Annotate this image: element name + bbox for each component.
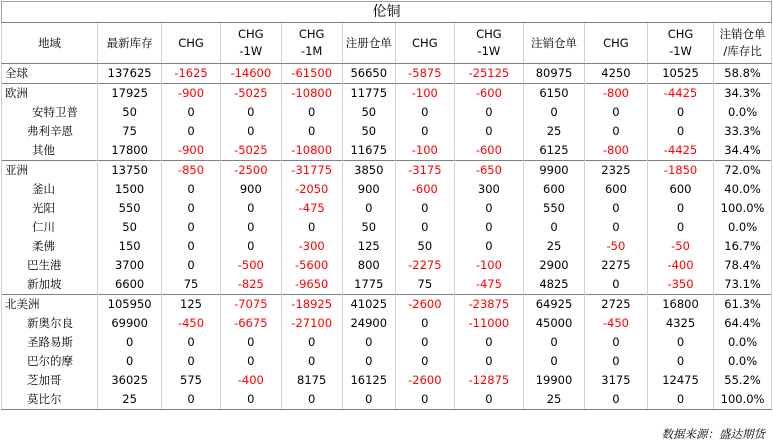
cell-value: -12875 [454,371,523,390]
cell-value: -11000 [454,314,523,333]
cell-value: 0 [220,218,281,237]
cell-value: 6125 [524,141,585,161]
cell-value: 69900 [98,314,162,333]
cell-value: 1775 [342,275,395,295]
cell-value: 11675 [342,141,395,161]
cell-value: 0 [647,122,713,141]
cell-value: 550 [98,199,162,218]
cell-value: 0 [524,352,585,371]
cell-value: 2725 [584,295,647,315]
cell-value: 61.3% [714,295,772,315]
cell-value: -10800 [281,141,342,161]
cell-value: 0 [162,237,221,256]
cell-value: -900 [162,84,221,104]
cell-value: 0 [220,122,281,141]
cell-value: 16.7% [714,237,772,256]
cell-value: 0 [162,180,221,199]
region-name: 巴尔的摩 [2,352,98,371]
cell-value: 137625 [98,64,162,84]
cell-value: 0.0% [714,218,772,237]
cell-value: 0 [281,122,342,141]
cell-value: 0 [584,333,647,352]
cell-value: 0 [220,237,281,256]
region-name: 光阳 [2,199,98,218]
cell-value: 0 [454,122,523,141]
table-row [2,122,772,141]
column-header: CHG -1W [220,23,281,64]
cell-value: 0 [454,352,523,371]
cell-value: 0 [162,122,221,141]
cell-value: -27100 [281,314,342,333]
table-row [2,103,772,122]
cell-value: -900 [162,141,221,161]
cell-value: -1625 [162,64,221,84]
data-source-note: 数据来源：盛达期货 [661,427,765,441]
cell-value: 6150 [524,84,585,104]
lme-copper-inventory-table [1,1,772,410]
region-name: 弗利辛恩 [2,122,98,141]
cell-value: 24900 [342,314,395,333]
column-header: CHG -1W [454,23,523,64]
cell-value: 56650 [342,64,395,84]
cell-value: 13750 [98,161,162,181]
column-header: CHG -1W [647,23,713,64]
cell-value: -1850 [647,161,713,181]
table-title: 伦铜 [2,2,772,23]
cell-value: 125 [342,237,395,256]
region-name: 莫比尔 [2,390,98,410]
cell-value: -31775 [281,161,342,181]
cell-value: -350 [647,275,713,295]
cell-value: 4825 [524,275,585,295]
cell-value: 0 [220,103,281,122]
cell-value: 0 [342,199,395,218]
cell-value: 105950 [98,295,162,315]
cell-value: -800 [584,141,647,161]
table-row [2,390,772,410]
cell-value: 2900 [524,256,585,275]
cell-value: -18925 [281,295,342,315]
cell-value: 16125 [342,371,395,390]
cell-value: 17800 [98,141,162,161]
cell-value: 4250 [584,64,647,84]
cell-value: 0 [524,218,585,237]
cell-value: -23875 [454,295,523,315]
cell-value: 17925 [98,84,162,104]
cell-value: 0 [395,218,454,237]
cell-value: -100 [395,141,454,161]
cell-value: 800 [342,256,395,275]
cell-value: 0 [281,333,342,352]
column-header: 最新库存 [98,23,162,64]
cell-value: 75 [98,122,162,141]
cell-value: 50 [98,218,162,237]
cell-value: 75 [395,275,454,295]
cell-value: -2050 [281,180,342,199]
cell-value: 0 [162,103,221,122]
cell-value: 0 [220,352,281,371]
cell-value: 58.8% [714,64,772,84]
cell-value: -61500 [281,64,342,84]
cell-value: 41025 [342,295,395,315]
region-name: 全球 [2,64,98,84]
cell-value: 0 [395,122,454,141]
cell-value: 6600 [98,275,162,295]
cell-value: -650 [454,161,523,181]
cell-value: 64.4% [714,314,772,333]
cell-value: 25 [98,390,162,410]
cell-value: 50 [98,103,162,122]
cell-value: 125 [162,295,221,315]
cell-value: 0 [281,103,342,122]
cell-value: 0 [395,352,454,371]
cell-value: 0 [98,352,162,371]
cell-value: -400 [220,371,281,390]
cell-value: 0.0% [714,103,772,122]
table-row [2,352,772,371]
cell-value: 900 [342,180,395,199]
cell-value: 73.1% [714,275,772,295]
cell-value: 0 [98,333,162,352]
cell-value: 575 [162,371,221,390]
cell-value: 0 [647,103,713,122]
cell-value: 3700 [98,256,162,275]
table-row [2,295,772,315]
cell-value: 25 [524,237,585,256]
cell-value: 9900 [524,161,585,181]
cell-value: 0 [395,390,454,410]
cell-value: 2275 [584,256,647,275]
cell-value: -7075 [220,295,281,315]
cell-value: 10525 [647,64,713,84]
table-row [2,371,772,390]
cell-value: 0 [647,333,713,352]
cell-value: 300 [454,180,523,199]
region-name: 亚洲 [2,161,98,181]
cell-value: -2600 [395,295,454,315]
cell-value: -10800 [281,84,342,104]
cell-value: 50 [395,237,454,256]
cell-value: -5025 [220,141,281,161]
region-name: 欧洲 [2,84,98,104]
cell-value: 1500 [98,180,162,199]
cell-value: 100.0% [714,390,772,410]
table-row [2,275,772,295]
table-row [2,333,772,352]
column-header: CHG [584,23,647,64]
cell-value: 25 [524,390,585,410]
cell-value: 0 [395,199,454,218]
table-row [2,161,772,181]
cell-value: 8175 [281,371,342,390]
cell-value: 600 [584,180,647,199]
cell-value: 0 [584,390,647,410]
title-row [2,2,772,23]
cell-value: 0 [281,390,342,410]
cell-value: 0 [454,390,523,410]
cell-value: 0 [524,103,585,122]
cell-value: 0 [281,218,342,237]
cell-value: 40.0% [714,180,772,199]
cell-value: 0 [584,199,647,218]
cell-value: 0 [647,390,713,410]
cell-value: 55.2% [714,371,772,390]
cell-value: 78.4% [714,256,772,275]
cell-value: -450 [162,314,221,333]
cell-value: 0 [524,333,585,352]
region-name: 巴生港 [2,256,98,275]
cell-value: 0 [584,122,647,141]
cell-value: -500 [220,256,281,275]
cell-value: 0 [647,199,713,218]
cell-value: 0 [220,333,281,352]
cell-value: 3850 [342,161,395,181]
cell-value: 0 [584,218,647,237]
table-row [2,199,772,218]
cell-value: -14600 [220,64,281,84]
cell-value: 75 [162,275,221,295]
region-name: 仁川 [2,218,98,237]
cell-value: 25 [524,122,585,141]
cell-value: -475 [454,275,523,295]
cell-value: 0 [454,199,523,218]
region-name: 釜山 [2,180,98,199]
cell-value: 0 [220,199,281,218]
cell-value: -50 [584,237,647,256]
cell-value: -600 [454,84,523,104]
cell-value: 550 [524,199,585,218]
cell-value: -5600 [281,256,342,275]
cell-value: -9650 [281,275,342,295]
table-row [2,218,772,237]
cell-value: 900 [220,180,281,199]
cell-value: 19900 [524,371,585,390]
cell-value: 0.0% [714,352,772,371]
cell-value: 11775 [342,84,395,104]
region-name: 新奥尔良 [2,314,98,333]
cell-value: 0 [342,352,395,371]
cell-value: -450 [584,314,647,333]
cell-value: -3175 [395,161,454,181]
cell-value: 0 [162,352,221,371]
table-row [2,141,772,161]
cell-value: -5875 [395,64,454,84]
cell-value: 64925 [524,295,585,315]
cell-value: 0 [162,218,221,237]
cell-value: -800 [584,84,647,104]
cell-value: 600 [647,180,713,199]
cell-value: -100 [454,256,523,275]
cell-value: -4425 [647,84,713,104]
cell-value: -300 [281,237,342,256]
cell-value: -825 [220,275,281,295]
column-header: CHG [395,23,454,64]
cell-value: 0 [647,218,713,237]
cell-value: 0 [584,103,647,122]
cell-value: -850 [162,161,221,181]
cell-value: 0 [395,314,454,333]
column-header: CHG [162,23,221,64]
cell-value: 4325 [647,314,713,333]
cell-value: -600 [395,180,454,199]
cell-value: 150 [98,237,162,256]
cell-value: -5025 [220,84,281,104]
table-row [2,237,772,256]
cell-value: 50 [342,218,395,237]
cell-value: -475 [281,199,342,218]
column-header: 注册仓单 [342,23,395,64]
cell-value: 0 [647,352,713,371]
cell-value: -2275 [395,256,454,275]
table-row [2,84,772,104]
table-row [2,314,772,333]
region-name: 其他 [2,141,98,161]
cell-value: 45000 [524,314,585,333]
header-row [2,23,772,64]
cell-value: 0 [454,333,523,352]
table-row [2,256,772,275]
cell-value: 0 [162,333,221,352]
cell-value: 0 [395,333,454,352]
cell-value: -25125 [454,64,523,84]
cell-value: -2600 [395,371,454,390]
cell-value: 0 [454,103,523,122]
cell-value: 16800 [647,295,713,315]
region-name: 新加坡 [2,275,98,295]
column-header: 注销仓单 /库存比 [714,23,772,64]
region-name: 芝加哥 [2,371,98,390]
cell-value: 0 [342,390,395,410]
column-header: 地域 [2,23,98,64]
region-name: 安特卫普 [2,103,98,122]
cell-value: 2325 [584,161,647,181]
cell-value: 12475 [647,371,713,390]
cell-value: 0 [454,237,523,256]
cell-value: 72.0% [714,161,772,181]
cell-value: 0 [162,390,221,410]
cell-value: 0 [584,275,647,295]
table-row [2,64,772,84]
cell-value: 100.0% [714,199,772,218]
column-header: CHG -1M [281,23,342,64]
cell-value: 0 [584,352,647,371]
region-name: 圣路易斯 [2,333,98,352]
cell-value: 34.4% [714,141,772,161]
cell-value: 600 [524,180,585,199]
cell-value: 0 [281,352,342,371]
table-row [2,180,772,199]
region-name: 北美洲 [2,295,98,315]
cell-value: 0 [220,390,281,410]
cell-value: 3175 [584,371,647,390]
cell-value: 80975 [524,64,585,84]
cell-value: -6675 [220,314,281,333]
cell-value: -50 [647,237,713,256]
region-name: 柔佛 [2,237,98,256]
cell-value: -2500 [220,161,281,181]
cell-value: 0.0% [714,333,772,352]
cell-value: 34.3% [714,84,772,104]
cell-value: -4425 [647,141,713,161]
cell-value: 33.3% [714,122,772,141]
cell-value: 50 [342,122,395,141]
cell-value: -100 [395,84,454,104]
cell-value: 0 [454,218,523,237]
cell-value: -400 [647,256,713,275]
cell-value: 0 [395,103,454,122]
cell-value: 0 [162,256,221,275]
column-header: 注销仓单 [524,23,585,64]
cell-value: -600 [454,141,523,161]
cell-value: 0 [342,333,395,352]
cell-value: 0 [162,199,221,218]
cell-value: 50 [342,103,395,122]
cell-value: 36025 [98,371,162,390]
